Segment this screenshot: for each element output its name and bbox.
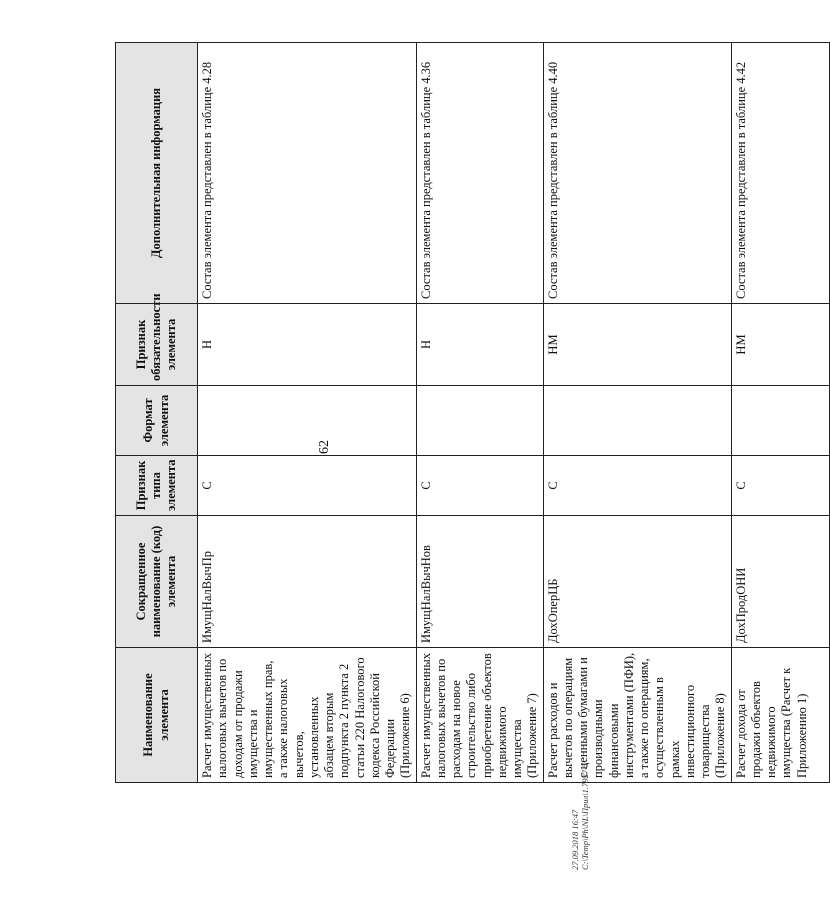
table-header-row (116, 43, 198, 783)
cell-required: Н (198, 304, 417, 386)
footer-filepath: С:\Temp\Ph\NL\Прил\1.7927-5 (580, 762, 591, 870)
header-additional-info: Дополнительная информация (116, 43, 198, 304)
document-footer-stamp (570, 700, 600, 870)
cell-info: Состав элемента представлен в таблице 4.36 (416, 43, 543, 304)
table-row (731, 43, 829, 783)
cell-info: Состав элемента представлен в таблице 4.42 (731, 43, 829, 304)
table-row (543, 43, 731, 783)
cell-format (416, 386, 543, 456)
cell-required: НМ (731, 304, 829, 386)
cell-required: НМ (543, 304, 731, 386)
cell-name: Расчет расходов и вычетов по операциям с ценными бумагами и производными финансовыми инструментами (ПФИ), а также по операциям, осуществленным в рамках инвестиционного товарищества (Приложение 8) (543, 648, 731, 783)
cell-info: Состав элемента представлен в таблице 4.40 (543, 43, 731, 304)
cell-name: Расчет имущественных налоговых вычетов по расходам на новое строительство либо приобретение объектов недвижимого имущества (Приложение 7) (416, 648, 543, 783)
table-container (115, 43, 809, 783)
cell-type: С (198, 456, 417, 516)
cell-code: ДохПродОНИ (731, 516, 829, 648)
rotated-table-frame (115, 43, 809, 783)
cell-type: С (543, 456, 731, 516)
cell-format (198, 386, 417, 456)
element-table (115, 42, 830, 783)
header-element-type: Признак типа элемента (116, 456, 198, 516)
table-row (198, 43, 417, 783)
header-element-name: Наименование элемента (116, 648, 198, 783)
cell-type: С (731, 456, 829, 516)
cell-name: Расчет дохода от продажи объектов недвижимого имущества (Расчет к Приложению 1) (731, 648, 829, 783)
cell-format (731, 386, 829, 456)
table-row (416, 43, 543, 783)
header-element-required: Признак обязательности элемента (116, 304, 198, 386)
cell-code: ИмущНалВычНов (416, 516, 543, 648)
header-element-format: Формат элемента (116, 386, 198, 456)
page-number: 62 (317, 440, 332, 454)
cell-code: ИмущНалВычПр (198, 516, 417, 648)
cell-name: Расчет имущественных налоговых вычетов по доходам от продажи имущества и имущественных прав, а также налоговых вычетов, установленных абзацем вторым подпункта 2 пункта 2 статьи 220 Налогового кодекса Российской Федерации (Приложение 6) (198, 648, 417, 783)
footer-timestamp: 27.09.2018 16:47 (570, 809, 580, 870)
header-element-code: Сокращенное наименование (код) элемента (116, 516, 198, 648)
cell-format (543, 386, 731, 456)
cell-required: Н (416, 304, 543, 386)
cell-type: С (416, 456, 543, 516)
cell-code: ДохОперЦБ (543, 516, 731, 648)
cell-info: Состав элемента представлен в таблице 4.28 (198, 43, 417, 304)
